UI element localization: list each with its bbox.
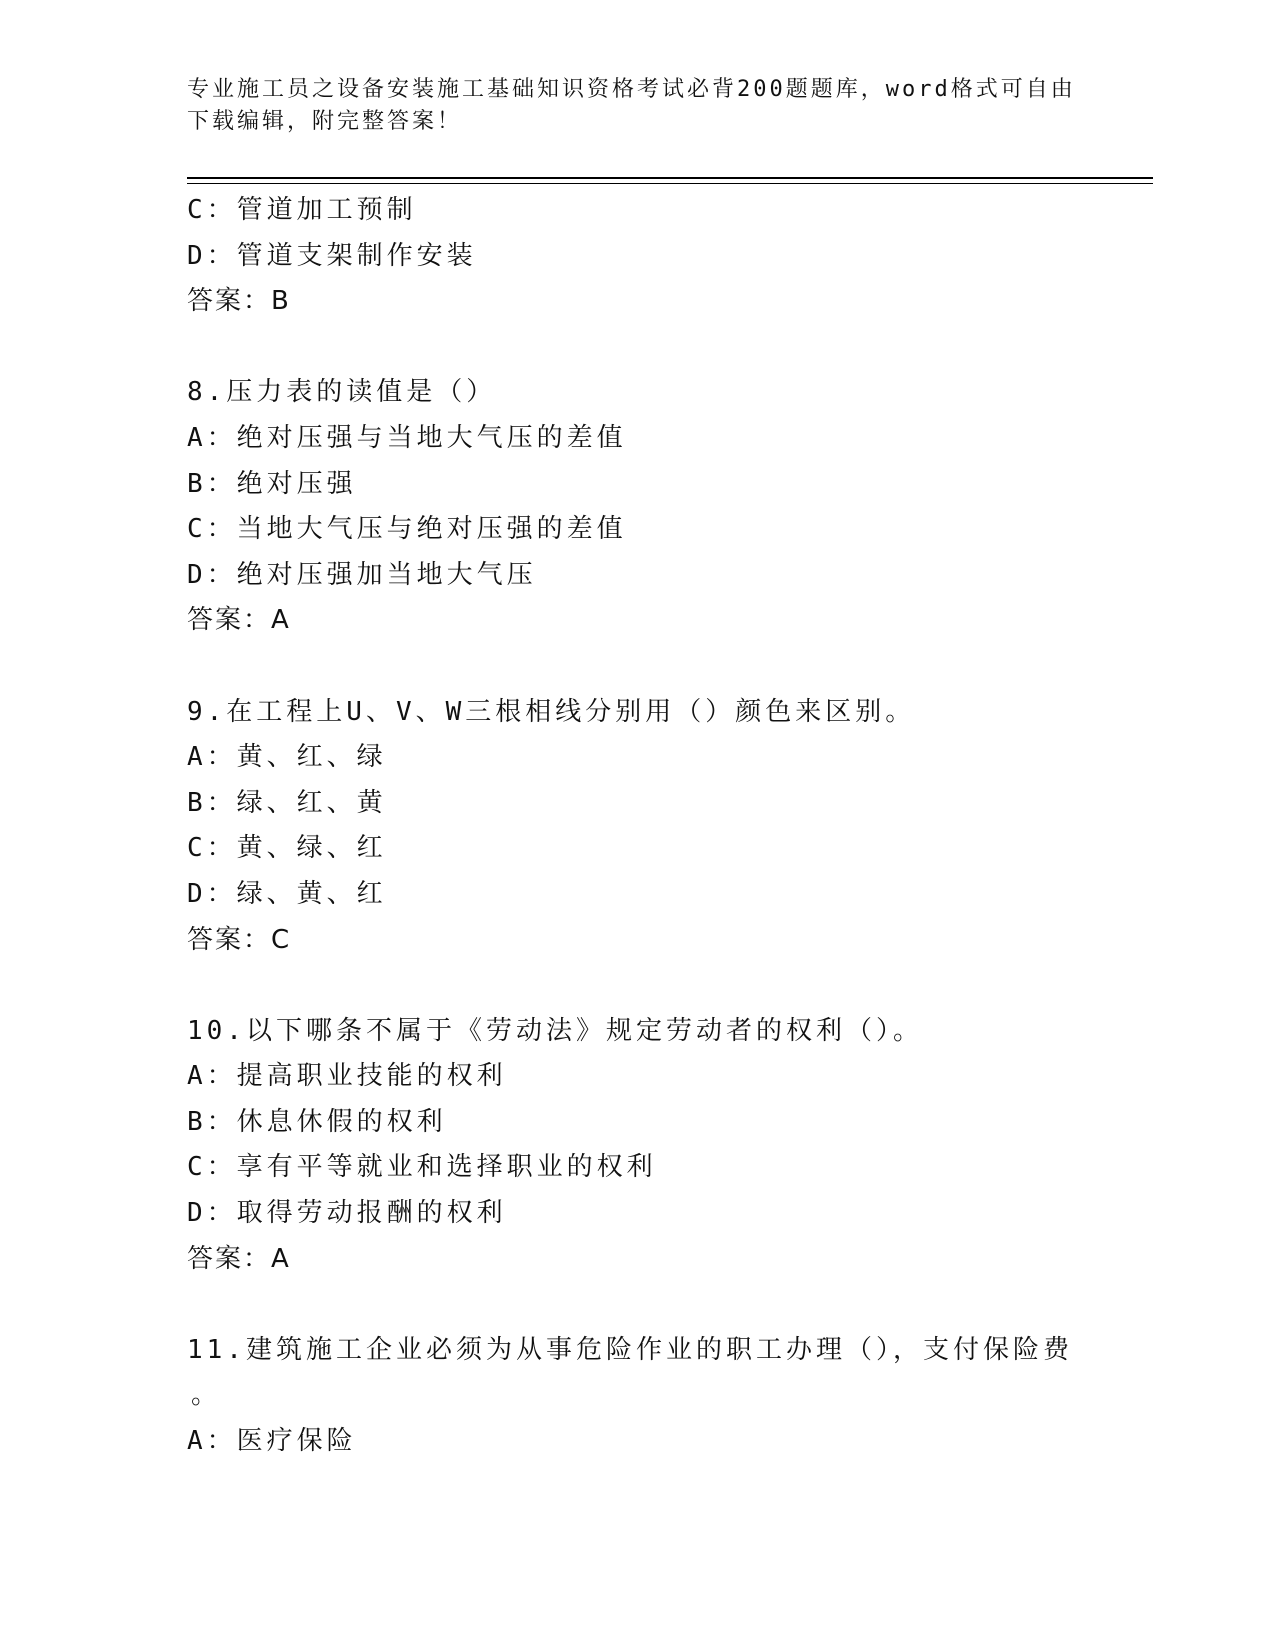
question-list (187, 188, 1153, 1465)
document-header (187, 74, 1076, 138)
q9-option-b: B：绿、红、黄 (187, 787, 387, 818)
q10-stem: 10.以下哪条不属于《劳动法》规定劳动者的权利（）。 (187, 1015, 923, 1046)
q9-answer: 答案：C (187, 924, 292, 955)
prev-answer: 答案：B (187, 286, 291, 317)
prev-option-d: D：管道支架制作安装 (187, 240, 477, 271)
prev-option-c: C：管道加工预制 (187, 195, 417, 225)
q9-option-a: A：黄、红、绿 (187, 742, 387, 773)
q10-option-b: B：休息休假的权利 (187, 1106, 447, 1137)
header-line-2: 下载编辑，附完整答案！ (187, 109, 463, 134)
q8-option-d: D：绝对压强加当地大气压 (187, 559, 537, 590)
q9-option-d: D：绿、黄、红 (187, 878, 387, 909)
q8-option-b: B：绝对压强 (187, 468, 357, 499)
spacer (187, 963, 1153, 1009)
q11-option-a: A：医疗保险 (187, 1426, 357, 1457)
q8-option-c: C：当地大气压与绝对压强的差值 (187, 514, 627, 545)
q10-answer: 答案：A (187, 1243, 291, 1274)
spacer (187, 644, 1153, 690)
q8-option-a: A：绝对压强与当地大气压的差值 (187, 422, 627, 453)
q8-stem: 8.压力表的读值是（） (187, 377, 497, 408)
header-rule-thin (187, 183, 1153, 184)
q10-option-d: D：取得劳动报酬的权利 (187, 1198, 507, 1229)
q11-stem: 11.建筑施工企业必须为从事危险作业的职工办理（），支付保险费 (187, 1334, 1073, 1365)
spacer (187, 325, 1153, 371)
q8-answer: 答案：A (187, 605, 291, 636)
header-line-1: 专业施工员之设备安装施工基础知识资格考试必背200题题库，word格式可自由 (187, 77, 1076, 102)
q9-stem: 9.在工程上U、V、W三根相线分别用（）颜色来区别。 (187, 696, 916, 727)
q11-stem-end: 。 (191, 1380, 222, 1411)
header-rule-thick (187, 177, 1153, 179)
q10-option-c: C：享有平等就业和选择职业的权利 (187, 1152, 657, 1183)
q10-option-a: A：提高职业技能的权利 (187, 1061, 507, 1092)
q9-option-c: C：黄、绿、红 (187, 833, 387, 864)
spacer (187, 1282, 1153, 1328)
